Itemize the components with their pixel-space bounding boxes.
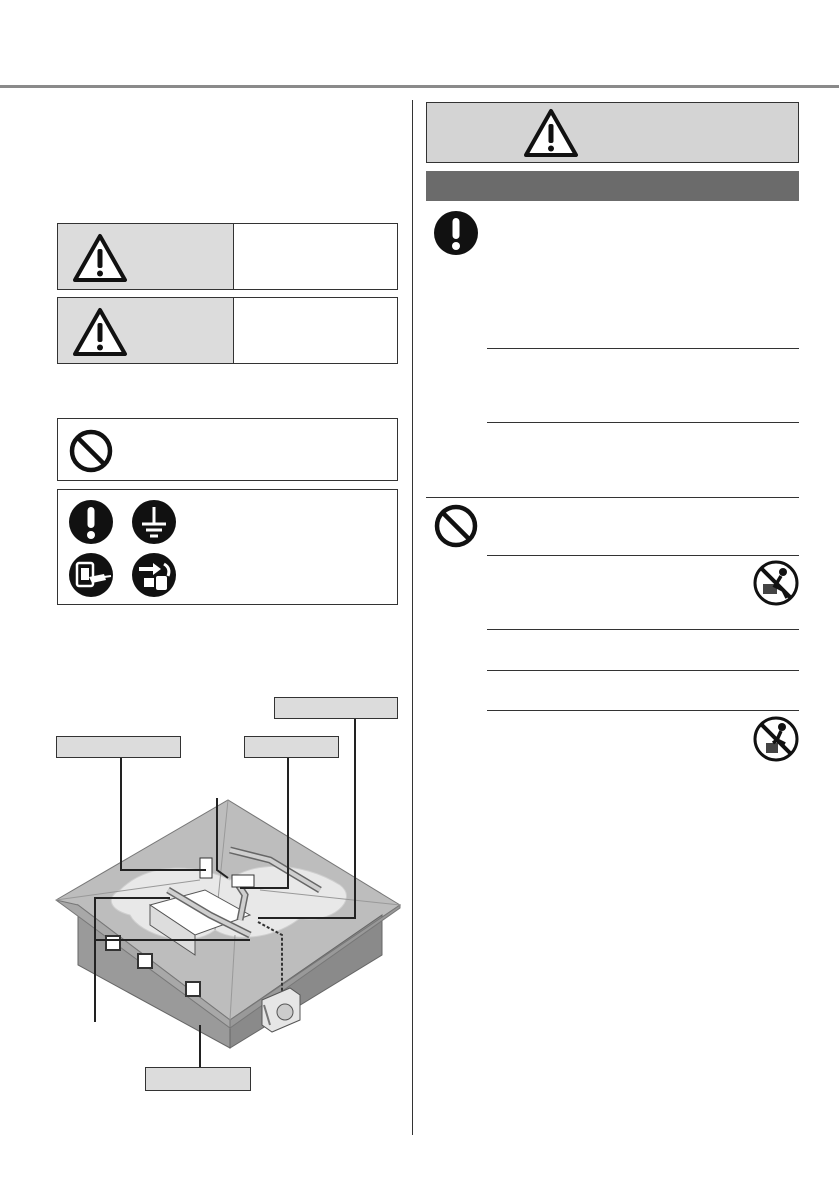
exclamation-circle-icon xyxy=(433,210,479,256)
no-climbing-icon xyxy=(753,560,799,606)
item-separator xyxy=(487,555,799,556)
no-stepping-icon xyxy=(753,716,799,762)
warning-header-box xyxy=(426,102,799,163)
item-separator xyxy=(487,348,799,349)
item-separator xyxy=(487,629,799,630)
section-separator xyxy=(426,497,799,498)
section-heading-bar xyxy=(426,171,799,201)
item-separator xyxy=(487,670,799,671)
item-separator xyxy=(487,422,799,423)
warning-triangle-icon xyxy=(522,107,580,159)
item-separator xyxy=(487,710,799,711)
prohibition-circle-icon xyxy=(433,503,479,549)
